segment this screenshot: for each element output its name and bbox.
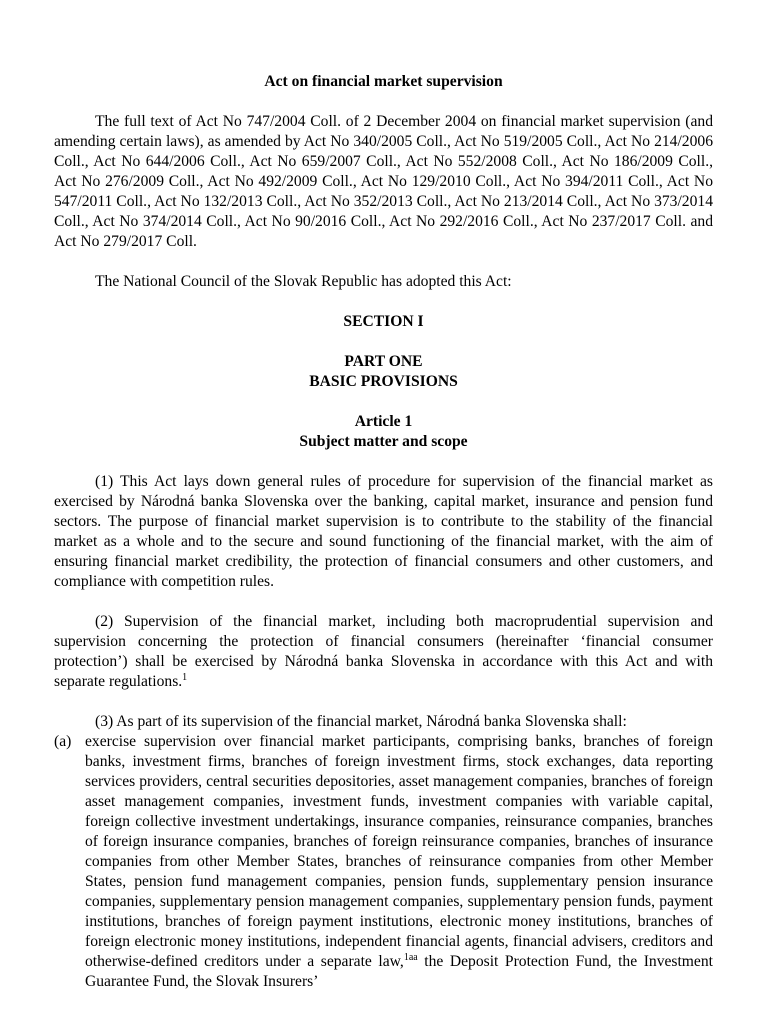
document-title: Act on financial market supervision bbox=[264, 73, 503, 90]
item-a-continuation: the Deposit Protection Fund, the Investment Guarantee Fund, the Slovak Insurers’ bbox=[85, 953, 713, 990]
intro-paragraph: The full text of Act No 747/2004 Coll. of 2 December 2004 on financial market supervision (and amending certain laws), as amended by Act No 340/2005 Coll., Act No 519/2005 Coll., Act No 214/2006 Coll., Act No 644/2006 Coll., Act No 659/2007 Coll., Act No 552/2008 Coll., Act No 186/2009 Coll., Act No 276/2009 Coll., Act No 492/2009 Coll., Act No 129/2010 Coll., Act No 394/2011 Coll., Act No 547/2011 Coll., Act No 132/2013 Coll., Act No 352/2013 Coll., Act No 213/2014 Coll., Act No 373/2014 Coll., Act No 374/2014 Coll., Act No 90/2016 Coll., Act No 292/2016 Coll., Act No 237/2017 Coll. and Act No 279/2017 Coll. bbox=[54, 113, 713, 250]
part-title: BASIC PROVISIONS bbox=[309, 373, 458, 390]
footnote-ref-1: 1 bbox=[182, 672, 188, 683]
list-item-text bbox=[85, 732, 713, 992]
list-item-a bbox=[54, 732, 713, 992]
article-number: Article 1 bbox=[354, 413, 413, 430]
paragraph-2-text: (2) Supervision of the financial market, including both macroprudential supervision and supervision concerning the protection of financial consumers (hereinafter ‘financial consumer protection’) shall be exercised by Národná banka Slovenska in accordance with this Act and with separate regulations. bbox=[54, 613, 713, 690]
document-page bbox=[54, 72, 713, 992]
paragraph-3: (3) As part of its supervision of the financial market, Národná banka Slovenska shall: bbox=[95, 713, 627, 730]
adoption-statement: The National Council of the Slovak Republic has adopted this Act: bbox=[95, 273, 512, 290]
list-item-label: (a) bbox=[54, 733, 72, 750]
item-a-text: exercise supervision over financial market participants, comprising banks, branches of foreign banks, investment firms, branches of foreign investment firms, stock exchanges, data reporting services providers, central securities depositories, asset management companies, branches of foreign asset management companies, investment funds, investment companies with variable capital, foreign collective investment undertakings, insurance companies, reinsurance companies, branches of foreign insurance companies, branches of foreign reinsurance companies, branches of insurance companies from other Member States, branches of reinsurance companies from other Member States, pension fund management companies, pension funds, supplementary pension insurance companies, supplementary pension management companies, supplementary pension funds, payment institutions, branches of foreign payment institutions, electronic money institutions, branches of foreign electronic money institutions, independent financial agents, financial advisers, creditors and otherwise-defined creditors under a separate law, bbox=[85, 733, 713, 970]
part-number: PART ONE bbox=[344, 353, 423, 370]
article-title: Subject matter and scope bbox=[299, 433, 468, 450]
footnote-ref-1aa: 1aa bbox=[403, 952, 418, 963]
paragraph-1: (1) This Act lays down general rules of procedure for supervision of the financial market as exercised by Národná banka Slovenska over the banking, capital market, insurance and pension fund sectors. The purpose of financial market supervision is to contribute to the stability of the financial market as a whole and to the secure and sound functioning of the financial market, with the aim of ensuring financial market credibility, the protection of financial consumers and other customers, and compliance with competition rules. bbox=[54, 473, 713, 590]
paragraph-2 bbox=[54, 612, 713, 692]
section-heading: SECTION I bbox=[343, 313, 424, 330]
